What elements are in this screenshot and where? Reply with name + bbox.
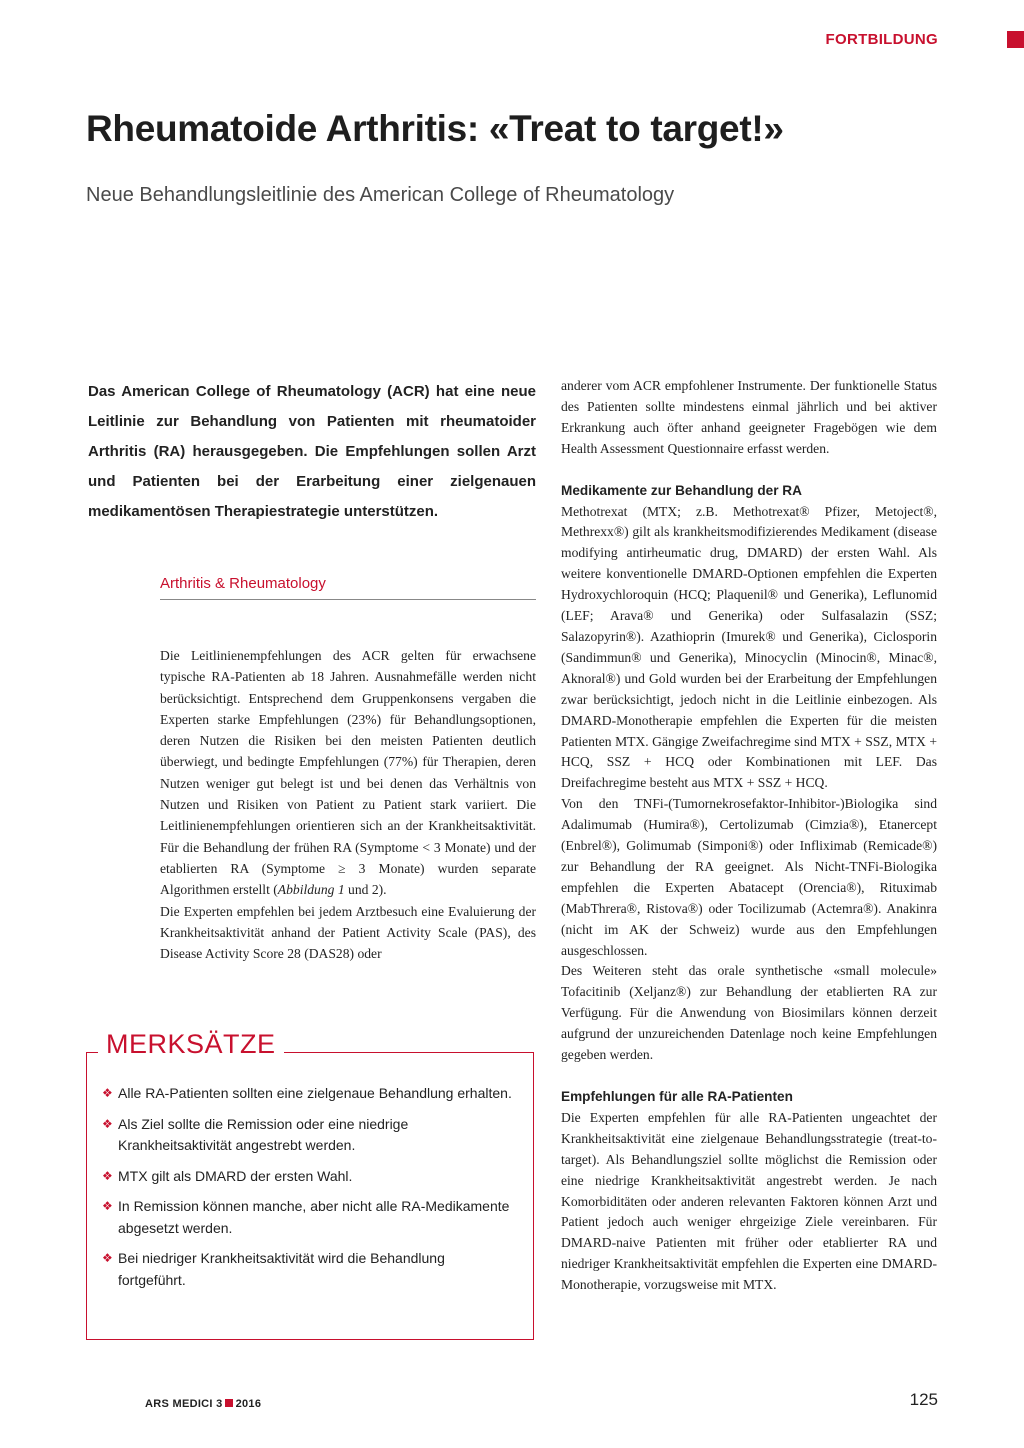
paragraph-gap (561, 460, 937, 481)
article-title: Rheumatoide Arthritis: «Treat to target!» (86, 108, 784, 149)
intro-paragraph (160, 645, 536, 901)
footer-journal (145, 1398, 261, 1410)
paragraph-gap (561, 1066, 937, 1087)
body-paragraph: anderer vom ACR empfohlener Instrumente. Der funktionelle Status des Patienten sollte mindestens einmal jährlich und bei aktiver Erkrankung auch öfter anhand geeigneter Fragebögen wie dem Health Assessment Questionnaire erfasst werden. (561, 378, 937, 456)
section-heading: Empfehlungen für alle RA-Patienten (561, 1089, 793, 1104)
bullet-icon: ❖ (102, 1199, 113, 1213)
section-marker (1007, 31, 1024, 48)
journal-year: 2016 (235, 1398, 262, 1410)
intro-text (160, 645, 536, 964)
bullet-icon: ❖ (102, 1251, 113, 1265)
merksaetze-list (102, 1083, 512, 1300)
source-divider (160, 599, 536, 600)
list-item (102, 1196, 512, 1239)
bullet-icon: ❖ (102, 1168, 113, 1183)
merksaetze-title: MERKSÄTZE (98, 1029, 284, 1060)
intro-text-part: und 2). (344, 882, 387, 898)
list-item-text: Als Ziel sollte die Remission oder eine niedrige Krankheitsaktivität angestrebt werden. (118, 1115, 409, 1153)
page-number: 125 (909, 1390, 938, 1409)
list-item (102, 1083, 512, 1105)
bullet-icon: ❖ (102, 1086, 113, 1100)
intro-text-part: Die Leitlinienempfehlungen des ACR gelten für erwachsene typische RA-Patienten ab 18 Jahren. Ausnahmefälle werden nicht berücksichtigt. Entsprechend dem Gruppenkonsens vergaben die Experten starke Empfehlungen (23%) für Behandlungsoptionen, deren Nutzen die Risiken bei den meisten Patienten deutlich überwiegt, und bedingte Empfehlungen (77%) für Therapien, deren Nutzen weniger gut belegt ist und bei denen das Verhältnis von Nutzen und Risiken von Patient zu Patient stark variiert. Die Leitlinienempfehlungen orientieren sich an der Krankheitsaktivität. Für die Behandlung der frühen RA (Symptome < 3 Monate) und der etablierten RA (Symptome ≥ 3 Monate) wurden separate Algorithmen erstellt ( (160, 648, 536, 898)
article-subtitle: Neue Behandlungsleitlinie des American College of Rheumatology (86, 184, 675, 206)
list-item (102, 1114, 512, 1157)
footer-square (225, 1399, 233, 1407)
body-paragraph: Die Experten empfehlen für alle RA-Patienten ungeachtet der Krankheitsaktivität eine zielgenaue Behandlungsstrategie (treat-to-target). Als Behandlungsziel sollte möglichst die Remission oder eine niedrige Krankheitsaktivität angestrebt werden. Je nach Komorbiditäten oder anderen relevanten Faktoren können Arzt und Patient jedoch auch weniger ehrgeizige Ziele vereinbaren. Für DMARD-naive Patienten mit früher oder etablierter RA und niedriger Krankheitsaktivität empfehlen die Experten eine DMARD-Monotherapie, vorzugsweise mit MTX. (561, 1109, 937, 1293)
list-item-text: Alle RA-Patienten sollten eine zielgenaue Behandlung erhalten. (118, 1085, 512, 1101)
journal-name: ARS MEDICI 3 (145, 1398, 223, 1410)
section-label: FORTBILDUNG (825, 31, 938, 48)
section-heading: Medikamente zur Behandlung der RA (561, 482, 802, 498)
list-item (102, 1166, 512, 1188)
list-item-text: Bei niedriger Krankheitsaktivität wird die Behandlung fortgeführt. (118, 1250, 445, 1288)
body-paragraph: Methotrexat (MTX; z.B. Methotrexat® Pfizer, Metoject®, Methrexx®) gilt als krankheitsmodifizierendes Medikament (disease modifying antirheumatic drug, DMARD) der ersten Wahl. Als weitere konventionelle DMARD-Optionen empfehlen die Experten Hydroxychloroquin (HCQ; Plaquenil® und Generika), Leflunomid (LEF; Arava® und Generika) oder Sulfasalazin (SSZ; Salazopyrin®). Azathioprin (Imurek® und Generika), Ciclosporin (Sandimmun® und Generika), Minocyclin (Minocin®, Minac®, Aknoral®) und Gold wurden bei der Erarbeitung der Empfehlungen zwar berücksichtigt, jedoch nicht in die Leitlinie einbezogen. Als DMARD-Monotherapie empfehlen die Experten für die meisten Patienten MTX. Gängige Zweifachregime sind MTX + SSZ, MTX + HCQ, SSZ + HCQ oder Kombinationen mit LEF. Das Dreifachregime besteht aus MTX + SSZ + HCQ. (561, 503, 937, 791)
intro-paragraph: Die Experten empfehlen bei jedem Arztbesuch eine Evaluierung der Krankheitsaktivität anhand der Patient Activity Scale (PAS), des Disease Activity Score 28 (DAS28) oder (160, 903, 536, 962)
article-lead: Das American College of Rheumatology (ACR) hat eine neue Leitlinie zur Behandlung von Patienten mit rheumatoider Arthritis (RA) herausgegeben. Die Empfehlungen sollen Arzt und Patienten bei der Erarbeitung einer zielgenauen medikamentösen Therapiestrategie unterstützen. (88, 383, 536, 520)
list-item-text: In Remission können manche, aber nicht alle RA-Medikamente abgesetzt werden. (118, 1198, 510, 1236)
bullet-icon: ❖ (102, 1116, 113, 1131)
right-column (561, 376, 937, 1296)
source-label: Arthritis & Rheumatology (160, 575, 326, 592)
figure-reference: Abbildung 1 (277, 882, 345, 898)
body-paragraph: Von den TNFi-(Tumornekrosefaktor-Inhibitor-)Biologika sind Adalimumab (Humira®), Certolizumab (Cimzia®), Etanercept (Enbrel®), Golimumab (Simponi®) oder Infliximab (Remicade®) zur Behandlung der RA geeignet. Als Nicht-TNFi-Biologika empfehlen die Experten Abatacept (Orencia®), Rituximab (MabThrera®, Ristova®) oder Tocilizumab (Actemra®). Anakinra (nicht im AK der Schweiz) wurde aus den Empfehlungen ausgeschlossen. (561, 796, 937, 958)
list-item-text: MTX gilt als DMARD der ersten Wahl. (118, 1167, 353, 1184)
body-paragraph: Des Weiteren steht das orale synthetische «small molecule» Tofacitinib (Xeljanz®) zur Behandlung der etablierten RA zur Verfügung. Für die Anwendung von Biosimilars können derzeit aufgrund der unzureichenden Datenlage noch keine Empfehlungen gegeben werden. (561, 963, 937, 1063)
list-item (102, 1248, 512, 1291)
